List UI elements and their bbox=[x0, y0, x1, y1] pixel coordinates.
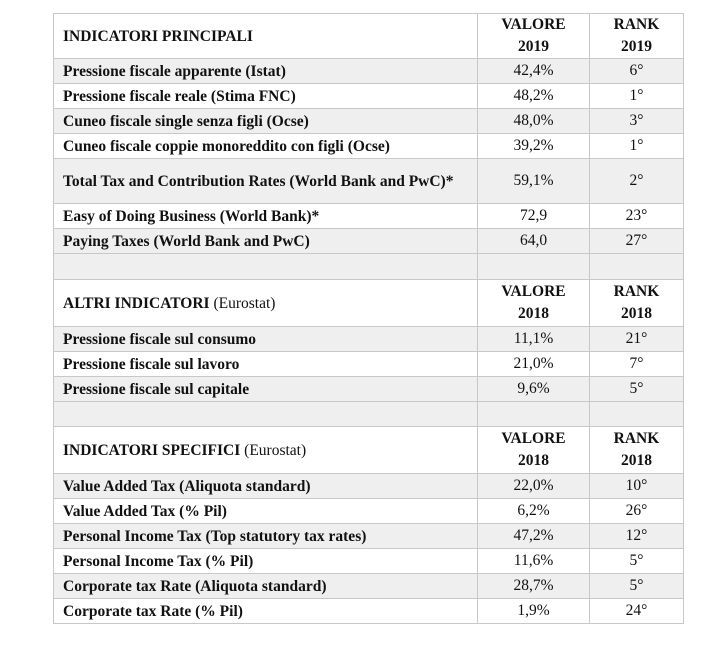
tax-indicators-table bbox=[53, 13, 684, 624]
column-header-rank: RANK 2018 bbox=[590, 280, 684, 327]
row-value: 39,2% bbox=[478, 134, 590, 159]
row-value: 28,7% bbox=[478, 574, 590, 599]
row-rank: 1° bbox=[590, 134, 684, 159]
row-rank: 23° bbox=[590, 204, 684, 229]
table-row bbox=[54, 574, 684, 599]
row-value: 48,2% bbox=[478, 84, 590, 109]
column-header-value: VALORE 2019 bbox=[478, 14, 590, 59]
row-rank: 24° bbox=[590, 599, 684, 624]
table-row bbox=[54, 599, 684, 624]
row-label: Easy of Doing Business (World Bank)* bbox=[54, 204, 478, 229]
row-rank: 3° bbox=[590, 109, 684, 134]
column-header-value: VALORE 2018 bbox=[478, 280, 590, 327]
row-value: 1,9% bbox=[478, 599, 590, 624]
section-title: INDICATORI SPECIFICI (Eurostat) bbox=[54, 427, 478, 474]
table-row bbox=[54, 134, 684, 159]
table-row bbox=[54, 549, 684, 574]
row-rank: 2° bbox=[590, 159, 684, 204]
row-rank: 27° bbox=[590, 229, 684, 254]
row-label: Corporate tax Rate (Aliquota standard) bbox=[54, 574, 478, 599]
section-title: INDICATORI PRINCIPALI bbox=[54, 14, 478, 59]
row-label: Cuneo fiscale single senza figli (Ocse) bbox=[54, 109, 478, 134]
row-label: Pressione fiscale sul lavoro bbox=[54, 352, 478, 377]
table-row bbox=[54, 524, 684, 549]
table-row bbox=[54, 327, 684, 352]
row-label: Pressione fiscale apparente (Istat) bbox=[54, 59, 478, 84]
row-value: 11,6% bbox=[478, 549, 590, 574]
row-label: Pressione fiscale reale (Stima FNC) bbox=[54, 84, 478, 109]
table-row bbox=[54, 499, 684, 524]
table-row bbox=[54, 59, 684, 84]
section-header-specifici bbox=[54, 427, 684, 474]
row-rank: 5° bbox=[590, 377, 684, 402]
table-row bbox=[54, 84, 684, 109]
row-value: 6,2% bbox=[478, 499, 590, 524]
row-rank: 5° bbox=[590, 574, 684, 599]
column-header-rank: RANK 2018 bbox=[590, 427, 684, 474]
row-label: Paying Taxes (World Bank and PwC) bbox=[54, 229, 478, 254]
table-row bbox=[54, 204, 684, 229]
row-value: 9,6% bbox=[478, 377, 590, 402]
row-label: Pressione fiscale sul consumo bbox=[54, 327, 478, 352]
section-header-altri bbox=[54, 280, 684, 327]
row-rank: 5° bbox=[590, 549, 684, 574]
section-title: ALTRI INDICATORI (Eurostat) bbox=[54, 280, 478, 327]
row-value: 11,1% bbox=[478, 327, 590, 352]
row-rank: 6° bbox=[590, 59, 684, 84]
row-rank: 12° bbox=[590, 524, 684, 549]
row-value: 48,0% bbox=[478, 109, 590, 134]
table-row bbox=[54, 352, 684, 377]
table-row bbox=[54, 474, 684, 499]
column-header-value: VALORE 2018 bbox=[478, 427, 590, 474]
row-label: Personal Income Tax (Top statutory tax rates) bbox=[54, 524, 478, 549]
row-rank: 21° bbox=[590, 327, 684, 352]
row-value: 64,0 bbox=[478, 229, 590, 254]
row-label: Personal Income Tax (% Pil) bbox=[54, 549, 478, 574]
spacer-row bbox=[54, 254, 684, 280]
tax-indicators-table-container bbox=[53, 13, 683, 624]
row-label: Pressione fiscale sul capitale bbox=[54, 377, 478, 402]
section-header-principali bbox=[54, 14, 684, 59]
row-label: Total Tax and Contribution Rates (World Bank and PwC)* bbox=[54, 159, 478, 204]
table-row bbox=[54, 159, 684, 204]
row-value: 21,0% bbox=[478, 352, 590, 377]
table-row bbox=[54, 377, 684, 402]
row-rank: 7° bbox=[590, 352, 684, 377]
row-rank: 10° bbox=[590, 474, 684, 499]
row-label: Value Added Tax (Aliquota standard) bbox=[54, 474, 478, 499]
row-value: 47,2% bbox=[478, 524, 590, 549]
row-label: Corporate tax Rate (% Pil) bbox=[54, 599, 478, 624]
row-value: 72,9 bbox=[478, 204, 590, 229]
row-value: 22,0% bbox=[478, 474, 590, 499]
row-value: 42,4% bbox=[478, 59, 590, 84]
row-rank: 1° bbox=[590, 84, 684, 109]
spacer-row bbox=[54, 402, 684, 427]
column-header-rank: RANK 2019 bbox=[590, 14, 684, 59]
table-row bbox=[54, 229, 684, 254]
row-label: Cuneo fiscale coppie monoreddito con figli (Ocse) bbox=[54, 134, 478, 159]
row-rank: 26° bbox=[590, 499, 684, 524]
table-row bbox=[54, 109, 684, 134]
row-label: Value Added Tax (% Pil) bbox=[54, 499, 478, 524]
row-value: 59,1% bbox=[478, 159, 590, 204]
